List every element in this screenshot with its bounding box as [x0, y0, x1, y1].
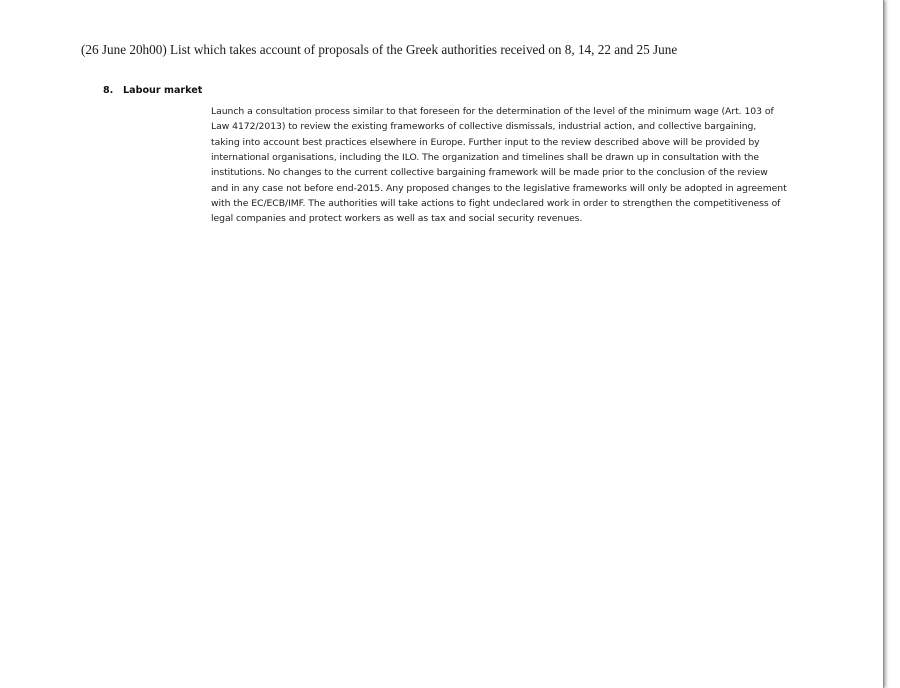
section-heading [103, 84, 202, 97]
section-paragraph: Launch a consultation process similar to that foreseen for the determination of the level of the minimum wage (Art. 103 of Law 4172/2013) to review the existing frameworks of collective dismissals, industrial action, and collective bargaining, taking into account best practices elsewhere in Europe. Further input to the review described above will be provided by international organisations, including the ILO. The organization and timelines shall be drawn up in consultation with the institutions. No changes to the current collective bargaining framework will be made prior to the conclusion of the review and in any case not before end-2015. Any proposed changes to the legislative frameworks will only be adopted in agreement with the EC/ECB/IMF. The authorities will take actions to fight undeclared work in order to strengthen the competitiveness of legal companies and protect workers as well as tax and social security revenues. [211, 106, 787, 225]
section-title: Labour market [123, 85, 203, 96]
document-header: (26 June 20h00) List which takes account of proposals of the Greek authorities received on 8, 14, 22 and 25 June [81, 42, 678, 57]
section-number: 8. [103, 85, 114, 96]
